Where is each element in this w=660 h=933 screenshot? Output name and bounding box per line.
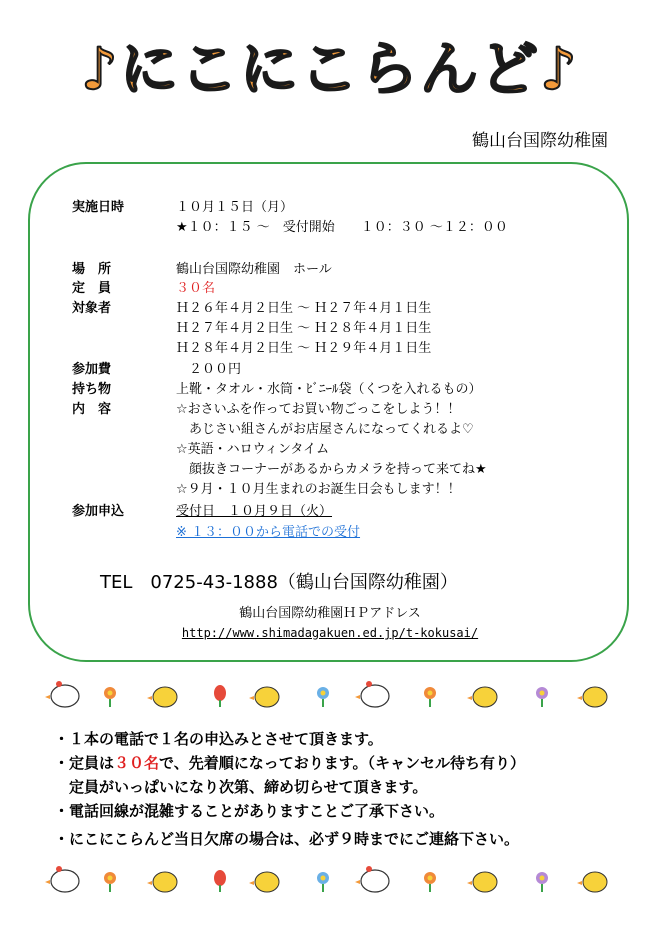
content-label: 内 容 xyxy=(72,402,112,417)
chick-icon xyxy=(577,872,607,892)
fee-label: 参加費 xyxy=(72,362,112,377)
content-line: 顔抜きコーナーがあるからカメラを持って来てね★ xyxy=(176,462,487,477)
date-value: １０月１５日（月） xyxy=(176,200,294,215)
chick-icon xyxy=(147,687,177,707)
note-capacity-number: ３０名 xyxy=(114,754,160,772)
flower-icon xyxy=(536,872,548,892)
flower-icon xyxy=(104,687,116,707)
school-name: 鶴山台国際幼稚園 xyxy=(472,131,608,151)
time-value: ★１０：１５ ～ 受付開始 １０：３０ ～１２：００ xyxy=(176,220,508,235)
chick-icon xyxy=(467,687,497,707)
target-value: Ｈ２８年４月２日生 ～ Ｈ２９年４月１日生 xyxy=(176,341,432,356)
chick-icon xyxy=(355,681,389,707)
flower-icon xyxy=(214,870,226,892)
note-line: ・１本の電話で１名の申込みとさせて頂きます。 xyxy=(54,730,383,748)
chick-icon xyxy=(577,687,607,707)
content-line: ☆英語・ハロウィンタイム xyxy=(176,442,330,457)
flower-icon xyxy=(104,872,116,892)
note-capacity-line xyxy=(54,752,525,773)
flower-icon xyxy=(424,872,436,892)
apply-value: 受付日 １０月９日（火） xyxy=(176,504,333,519)
note-line: ・電話回線が混雑することがありますことご了承下さい。 xyxy=(54,802,445,820)
target-value: Ｈ２６年４月２日生 ～ Ｈ２７年４月１日生 xyxy=(176,301,432,316)
content-line: ☆おさいふを作ってお買い物ごっこをしよう！！ xyxy=(176,402,461,417)
hp-url-link[interactable]: http://www.shimadagakuen.ed.jp/t-kokusai/ xyxy=(181,626,479,640)
items-value: 上靴・タオル・水筒・ﾋﾞﾆｰﾙ袋（くつを入れるもの） xyxy=(176,382,482,397)
note-text: で、先着順になっております。（キャンセル待ち有り） xyxy=(159,754,526,772)
items-label: 持ち物 xyxy=(72,382,112,397)
apply-note: ※ １３：００から電話での受付 xyxy=(176,525,361,540)
capacity-label: 定 員 xyxy=(72,281,112,296)
note-line: 定員がいっぱいになり次第、締め切らせて頂きます。 xyxy=(54,778,428,796)
chick-icon xyxy=(147,872,177,892)
content-line: ☆９月・１０月生まれのお誕生日会もします！！ xyxy=(176,482,461,497)
note-text: ・定員は xyxy=(54,754,115,772)
flower-icon xyxy=(536,687,548,707)
chick-icon xyxy=(355,866,389,892)
chick-icon xyxy=(467,872,497,892)
target-label: 対象者 xyxy=(72,301,112,316)
hp-label: 鶴山台国際幼稚園ＨＰアドレス xyxy=(239,606,421,621)
chick-flower-border-bottom xyxy=(45,864,620,894)
apply-label: 参加申込 xyxy=(72,504,125,519)
chick-flower-border-top xyxy=(45,679,620,709)
note-line: ・にこにこらんど当日欠席の場合は、必ず９時までにご連絡下さい。 xyxy=(54,830,520,848)
chick-icon xyxy=(45,866,79,892)
capacity-value: ３０名 xyxy=(176,281,216,296)
flower-icon xyxy=(214,685,226,707)
flower-icon xyxy=(424,687,436,707)
content-line: あじさい組さんがお店屋さんになってくれるよ♡ xyxy=(176,422,474,437)
chick-icon xyxy=(45,681,79,707)
flower-icon xyxy=(317,872,329,892)
fee-value: ２００円 xyxy=(176,362,242,377)
target-value: Ｈ２７年４月２日生 ～ Ｈ２８年４月１日生 xyxy=(176,321,432,336)
place-value: 鶴山台国際幼稚園 ホール xyxy=(176,262,332,277)
chick-icon xyxy=(249,687,279,707)
place-label: 場 所 xyxy=(72,262,112,277)
page-title: ♪にこにこらんど♪ xyxy=(80,35,580,103)
chick-icon xyxy=(249,872,279,892)
flower-icon xyxy=(317,687,329,707)
tel-number: TEL 0725-43-1888（鶴山台国際幼稚園） xyxy=(100,572,458,593)
date-label: 実施日時 xyxy=(72,200,125,215)
